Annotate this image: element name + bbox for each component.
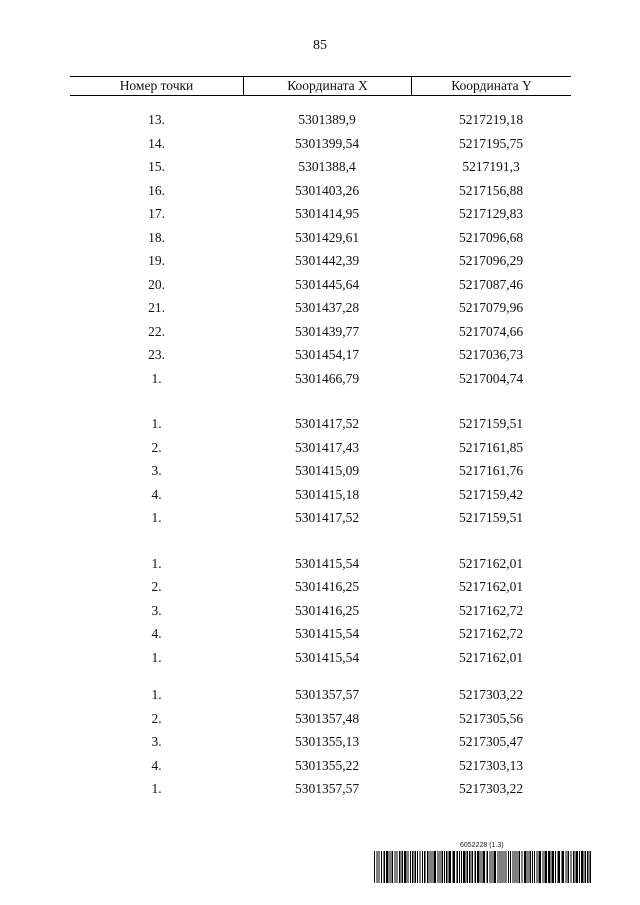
barcode-image	[374, 851, 592, 883]
table-row	[70, 296, 571, 320]
coordinate-y-cell: 5217096,29	[458, 253, 524, 268]
point-number-cell: 3.	[151, 602, 162, 618]
coordinate-x-cell: 5301357,57	[294, 687, 360, 702]
table-row	[70, 622, 571, 646]
coordinate-x-cell: 5301414,95	[294, 206, 360, 221]
coordinate-x-cell: 5301417,52	[294, 416, 360, 431]
table-row	[70, 599, 571, 623]
table-header	[70, 76, 571, 96]
point-number-cell: 2.	[151, 710, 162, 726]
coordinate-y-cell: 5217079,96	[458, 300, 524, 315]
coordinate-y-cell: 5217162,72	[458, 602, 524, 618]
point-number-cell: 4.	[151, 626, 162, 641]
coordinate-x-cell: 5301437,28	[294, 300, 360, 315]
table-row	[70, 777, 571, 801]
point-number-cell: 20.	[148, 276, 165, 292]
table-row	[70, 108, 571, 132]
coordinate-x-cell: 5301445,64	[294, 276, 360, 292]
table-row	[70, 320, 571, 344]
coordinate-group	[70, 683, 571, 801]
coordinate-x-cell: 5301454,17	[294, 347, 360, 362]
coordinate-y-cell: 5217162,01	[458, 555, 524, 571]
table-row	[70, 249, 571, 273]
coordinate-y-cell: 5217161,85	[458, 439, 524, 455]
table-row	[70, 343, 571, 367]
coordinate-y-cell: 5217303,13	[458, 757, 524, 773]
coordinate-y-cell: 5217161,76	[458, 463, 524, 478]
coordinate-x-cell: 5301389,9	[298, 112, 356, 127]
coordinate-y-cell: 5217036,73	[458, 347, 524, 362]
coordinate-y-cell: 5217129,83	[458, 206, 524, 221]
coordinate-y-cell: 5217195,75	[458, 135, 524, 151]
coordinate-y-cell: 5217303,22	[458, 687, 524, 702]
coordinate-x-cell: 5301355,13	[294, 734, 360, 749]
point-number-cell: 18.	[148, 229, 165, 245]
coordinate-y-cell: 5217004,74	[458, 370, 524, 386]
table-row	[70, 730, 571, 754]
coordinate-group	[70, 552, 571, 670]
coordinate-x-cell: 5301415,09	[294, 463, 360, 478]
coordinate-x-cell: 5301415,18	[294, 486, 360, 502]
coordinate-group	[70, 108, 571, 390]
coordinate-x-cell: 5301442,39	[294, 253, 360, 268]
table-row	[70, 459, 571, 483]
table-body	[70, 108, 571, 801]
table-row	[70, 575, 571, 599]
coordinate-x-cell: 5301429,61	[294, 229, 360, 245]
header-coordinate-x: Координата X	[243, 77, 411, 95]
coordinate-y-cell: 5217191,3	[462, 159, 520, 174]
point-number-cell: 1.	[151, 416, 162, 431]
table-row	[70, 552, 571, 576]
coordinate-y-cell: 5217305,47	[458, 734, 524, 749]
coordinate-y-cell: 5217162,01	[458, 579, 524, 594]
coordinate-y-cell: 5217159,51	[458, 416, 524, 431]
header-point-number: Номер точки	[119, 78, 194, 93]
point-number-cell: 19.	[148, 253, 165, 268]
table-row	[70, 202, 571, 226]
coordinate-y-cell: 5217087,46	[458, 276, 524, 292]
table-row	[70, 707, 571, 731]
point-number-cell: 1.	[151, 510, 162, 525]
point-number-cell: 16.	[148, 182, 165, 198]
coordinate-x-cell: 5301415,54	[294, 555, 360, 571]
coordinate-x-cell: 5301399,54	[294, 135, 360, 151]
table-row	[70, 483, 571, 507]
coordinate-group	[70, 412, 571, 530]
coordinate-x-cell: 5301415,54	[294, 649, 360, 665]
point-number-cell: 14.	[148, 135, 165, 151]
coordinate-y-cell: 5217162,01	[458, 649, 524, 665]
coordinate-y-cell: 5217074,66	[458, 323, 524, 339]
coordinate-x-cell: 5301466,79	[294, 370, 360, 386]
point-number-cell: 1.	[151, 781, 162, 796]
point-number-cell: 23.	[148, 347, 165, 362]
header-coordinate-y: Координата Y	[411, 77, 571, 95]
point-number-cell: 3.	[151, 734, 162, 749]
point-number-cell: 1.	[151, 649, 162, 665]
page-number: 85	[313, 38, 327, 53]
table-row	[70, 179, 571, 203]
point-number-cell: 1.	[151, 555, 162, 571]
table-row	[70, 273, 571, 297]
table-row	[70, 226, 571, 250]
point-number-cell: 21.	[148, 300, 165, 315]
barcode-caption: 6052228 (1.3)	[460, 842, 504, 849]
coordinate-y-cell: 5217159,51	[458, 510, 524, 525]
table-row	[70, 155, 571, 179]
coordinate-y-cell: 5217159,42	[458, 486, 524, 502]
coordinate-y-cell: 5217303,22	[458, 781, 524, 796]
coordinate-x-cell: 5301355,22	[294, 757, 360, 773]
coordinate-x-cell: 5301417,43	[294, 439, 360, 455]
table-row	[70, 506, 571, 530]
point-number-cell: 22.	[148, 323, 165, 339]
point-number-cell: 4.	[151, 757, 162, 773]
table-row	[70, 412, 571, 436]
coordinate-x-cell: 5301416,25	[294, 602, 360, 618]
coordinate-y-cell: 5217305,56	[458, 710, 524, 726]
point-number-cell: 3.	[151, 463, 162, 478]
coordinate-x-cell: 5301403,26	[294, 182, 360, 198]
point-number-cell: 1.	[151, 687, 162, 702]
coordinate-x-cell: 5301357,57	[294, 781, 360, 796]
coordinate-y-cell: 5217096,68	[458, 229, 524, 245]
table-row	[70, 683, 571, 707]
coordinate-x-cell: 5301417,52	[294, 510, 360, 525]
table-row	[70, 646, 571, 670]
table-row	[70, 436, 571, 460]
point-number-cell: 13.	[148, 112, 165, 127]
point-number-cell: 2.	[151, 579, 162, 594]
coordinate-y-cell: 5217162,72	[458, 626, 524, 641]
point-number-cell: 2.	[151, 439, 162, 455]
table-row	[70, 367, 571, 391]
table-row	[70, 754, 571, 778]
coordinate-y-cell: 5217219,18	[458, 112, 524, 127]
coordinate-x-cell: 5301416,25	[294, 579, 360, 594]
table-row	[70, 132, 571, 156]
point-number-cell: 1.	[151, 370, 162, 386]
coordinate-x-cell: 5301388,4	[298, 159, 356, 174]
barcode-block	[374, 842, 592, 883]
coordinate-x-cell: 5301415,54	[294, 626, 360, 641]
coordinate-x-cell: 5301439,77	[294, 323, 360, 339]
point-number-cell: 4.	[151, 486, 162, 502]
coordinate-x-cell: 5301357,48	[294, 710, 360, 726]
point-number-cell: 17.	[148, 206, 165, 221]
point-number-cell: 15.	[148, 159, 165, 174]
coordinate-y-cell: 5217156,88	[458, 182, 524, 198]
coordinates-table	[70, 76, 571, 823]
